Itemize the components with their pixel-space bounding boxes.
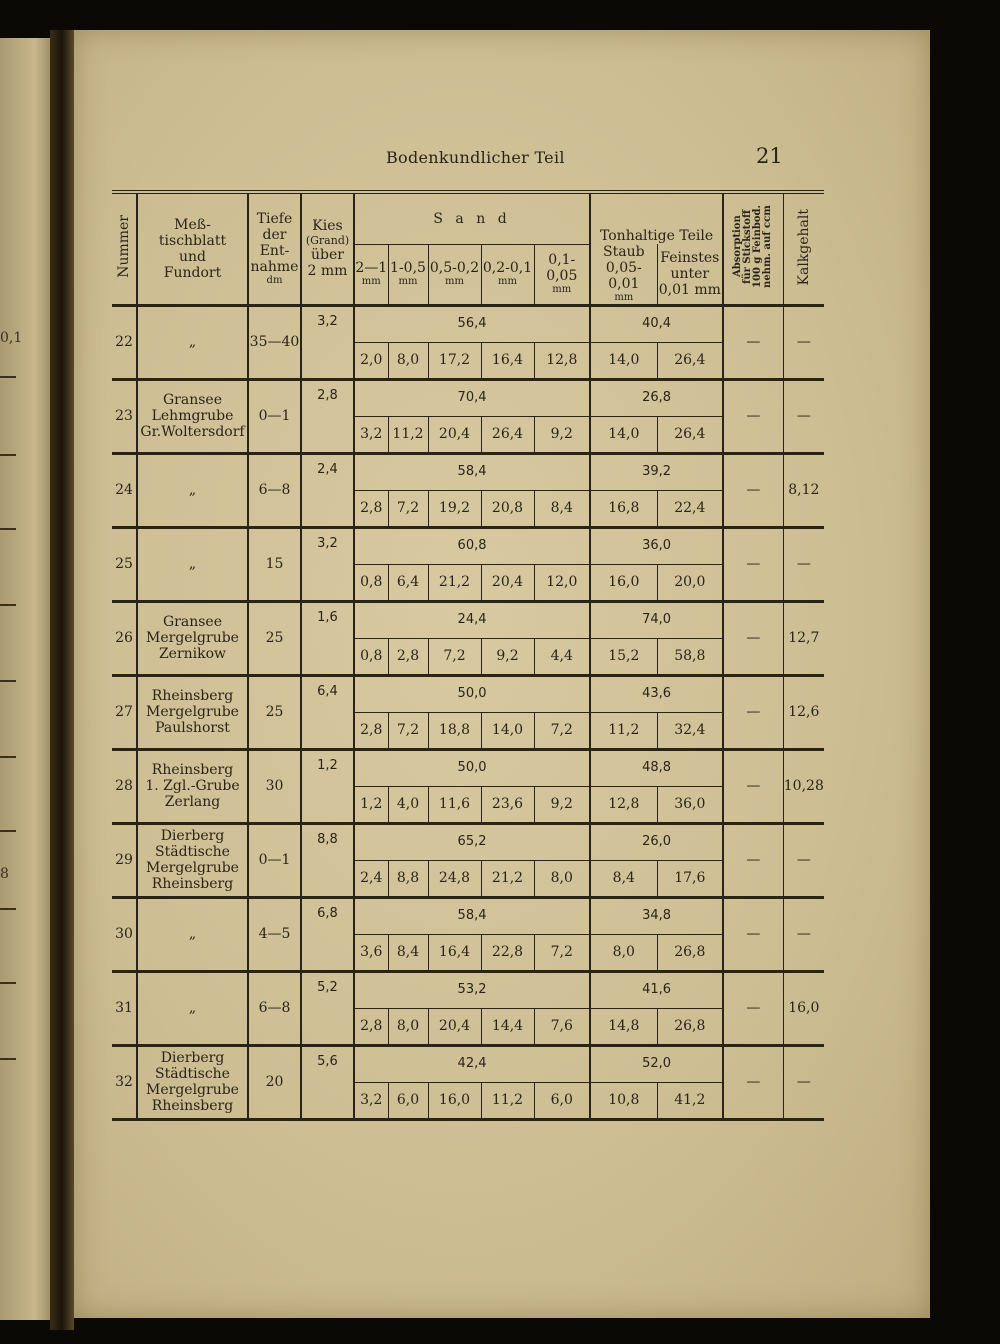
page-number: 21 [756,144,783,168]
cell-absorption: — [723,453,783,527]
fundort-line: Städtische [155,844,230,861]
cell-sand-fraction: 8,4 [534,490,590,527]
cell-sand-fraction: 9,2 [481,638,534,675]
left-page-edge [0,38,50,1320]
cell-sand-total: 60,8 [354,527,590,564]
cell-ton-total: 74,0 [590,601,723,638]
fundort-line: Mergelgrube [146,630,239,647]
fundort-line: Mergelgrube [146,704,239,721]
cell-staub: 8,4 [590,860,657,897]
cell-feinstes: 26,8 [657,1008,723,1045]
fundort-line: „ [188,556,197,573]
cell-feinstes: 22,4 [657,490,723,527]
cell-sand-fraction: 3,6 [354,934,388,971]
cell-absorption: — [723,971,783,1045]
running-head: Bodenkundlicher Teil [386,148,565,167]
cell-staub: 11,2 [590,712,657,749]
header-sand: S a n d [354,192,590,244]
cell-staub: 14,8 [590,1008,657,1045]
cell-sand-fraction: 0,8 [354,638,388,675]
cell-kalkgehalt: — [783,897,824,971]
cell-fundort [137,749,248,823]
table-row [112,379,824,416]
cell-absorption: — [723,823,783,897]
header-tonhaltige-teile: Tonhaltige Teile [590,192,723,244]
fundort-line: „ [188,926,197,943]
cell-feinstes: 26,4 [657,342,723,379]
cell-nummer: 29 [112,823,137,897]
cell-sand-fraction: 14,4 [481,1008,534,1045]
cell-feinstes: 26,4 [657,416,723,453]
cell-sand-fraction: 26,4 [481,416,534,453]
cell-staub: 8,0 [590,934,657,971]
cell-kies: 2,8 [301,379,354,453]
cell-kalkgehalt: 12,7 [783,601,824,675]
cell-feinstes: 20,0 [657,564,723,601]
cell-sand-fraction: 8,4 [388,934,428,971]
cell-sand-fraction: 2,8 [354,490,388,527]
cell-sand-fraction: 7,2 [534,712,590,749]
cell-fundort [137,379,248,453]
cell-feinstes: 58,8 [657,638,723,675]
left-page-rule [0,680,16,682]
cell-kalkgehalt: 16,0 [783,971,824,1045]
cell-sand-fraction: 16,4 [481,342,534,379]
cell-sand-fraction: 2,4 [354,860,388,897]
cell-sand-total: 53,2 [354,971,590,1008]
cell-staub: 10,8 [590,1082,657,1119]
cell-sand-fraction: 1,2 [354,786,388,823]
left-page-rule [0,1058,16,1060]
fundort-line: „ [188,1000,197,1017]
cell-kies: 3,2 [301,527,354,601]
cell-sand-total: 70,4 [354,379,590,416]
cell-sand-fraction: 2,8 [388,638,428,675]
cell-sand-fraction: 14,0 [481,712,534,749]
book-gutter [50,30,74,1330]
header-sand-05-02: 0,5-0,2 mm [428,244,481,305]
table-row [112,305,824,342]
table-row [112,527,824,564]
cell-sand-fraction: 8,8 [388,860,428,897]
cell-tiefe: 6—8 [248,453,301,527]
cell-tiefe: 6—8 [248,971,301,1045]
cell-sand-fraction: 12,8 [534,342,590,379]
cell-fundort [137,971,248,1045]
cell-nummer: 28 [112,749,137,823]
fundort-line: Rheinsberg [151,762,234,779]
cell-kalkgehalt: — [783,823,824,897]
cell-sand-total: 65,2 [354,823,590,860]
cell-sand-fraction: 17,2 [428,342,481,379]
left-page-rule [0,830,16,832]
cell-kies: 8,8 [301,823,354,897]
cell-sand-fraction: 7,6 [534,1008,590,1045]
left-page-rule [0,454,16,456]
cell-sand-total: 50,0 [354,749,590,786]
cell-nummer: 27 [112,675,137,749]
cell-sand-fraction: 19,2 [428,490,481,527]
cell-ton-total: 41,6 [590,971,723,1008]
cell-ton-total: 36,0 [590,527,723,564]
cell-staub: 12,8 [590,786,657,823]
cell-absorption: — [723,305,783,379]
header-tiefe: Tiefe der Ent- nahme dm [248,192,301,305]
cell-ton-total: 43,6 [590,675,723,712]
cell-sand-fraction: 7,2 [428,638,481,675]
cell-kies: 1,6 [301,601,354,675]
cell-feinstes: 26,8 [657,934,723,971]
cell-ton-total: 26,8 [590,379,723,416]
fundort-line: Paulshorst [155,720,230,737]
cell-nummer: 26 [112,601,137,675]
cell-fundort [137,1045,248,1119]
left-page-rule [0,756,16,758]
fundort-line: Dierberg [160,1050,225,1067]
cell-tiefe: 30 [248,749,301,823]
table-row [112,453,824,490]
fundort-line: Zerlang [164,794,221,811]
cell-staub: 14,0 [590,342,657,379]
cell-ton-total: 52,0 [590,1045,723,1082]
cell-fundort [137,527,248,601]
cell-nummer: 32 [112,1045,137,1119]
cell-absorption: — [723,601,783,675]
cell-sand-fraction: 20,4 [481,564,534,601]
cell-sand-fraction: 3,2 [354,416,388,453]
fundort-line: Mergelgrube [146,860,239,877]
cell-kies: 5,2 [301,971,354,1045]
fundort-line: Dierberg [160,828,225,845]
cell-sand-fraction: 6,0 [388,1082,428,1119]
cell-sand-total: 56,4 [354,305,590,342]
cell-sand-total: 42,4 [354,1045,590,1082]
cell-kies: 1,2 [301,749,354,823]
cell-sand-total: 58,4 [354,453,590,490]
table-row [112,823,824,860]
cell-sand-fraction: 6,4 [388,564,428,601]
cell-sand-fraction: 4,0 [388,786,428,823]
cell-feinstes: 32,4 [657,712,723,749]
cell-kalkgehalt: 10,28 [783,749,824,823]
cell-fundort [137,675,248,749]
table-row [112,675,824,712]
cell-ton-total: 26,0 [590,823,723,860]
cell-tiefe: 20 [248,1045,301,1119]
left-page-fragment: 0,1 [0,330,23,346]
cell-fundort [137,305,248,379]
header-sand-1-05: 1-0,5 mm [388,244,428,305]
cell-tiefe: 25 [248,601,301,675]
cell-sand-fraction: 8,0 [534,860,590,897]
fundort-line: 1. Zgl.-Grube [145,778,240,795]
cell-nummer: 22 [112,305,137,379]
header-staub: Staub 0,05-0,01 mm [590,244,657,305]
cell-fundort [137,601,248,675]
cell-kalkgehalt: — [783,527,824,601]
cell-ton-total: 48,8 [590,749,723,786]
cell-tiefe: 15 [248,527,301,601]
cell-sand-fraction: 2,0 [354,342,388,379]
cell-feinstes: 41,2 [657,1082,723,1119]
cell-sand-total: 58,4 [354,897,590,934]
cell-kies: 6,4 [301,675,354,749]
cell-absorption: — [723,675,783,749]
cell-sand-fraction: 8,0 [388,1008,428,1045]
cell-nummer: 24 [112,453,137,527]
cell-sand-fraction: 6,0 [534,1082,590,1119]
cell-sand-fraction: 11,6 [428,786,481,823]
cell-sand-fraction: 11,2 [481,1082,534,1119]
cell-sand-fraction: 7,2 [388,712,428,749]
cell-kalkgehalt: — [783,305,824,379]
cell-staub: 15,2 [590,638,657,675]
cell-sand-fraction: 20,8 [481,490,534,527]
cell-sand-fraction: 22,8 [481,934,534,971]
fundort-line: Lehmgrube [151,408,234,425]
cell-sand-fraction: 16,4 [428,934,481,971]
fundort-line: Rheinsberg [151,876,234,893]
cell-sand-fraction: 11,2 [388,416,428,453]
left-page-rule [0,908,16,910]
cell-sand-fraction: 12,0 [534,564,590,601]
cell-staub: 16,0 [590,564,657,601]
cell-ton-total: 34,8 [590,897,723,934]
cell-sand-fraction: 0,8 [354,564,388,601]
fundort-line: „ [188,334,197,351]
left-page-fragment: 8 [0,866,9,882]
cell-feinstes: 36,0 [657,786,723,823]
cell-ton-total: 39,2 [590,453,723,490]
cell-sand-fraction: 16,0 [428,1082,481,1119]
cell-tiefe: 25 [248,675,301,749]
table-row [112,1045,824,1082]
cell-sand-fraction: 3,2 [354,1082,388,1119]
fundort-line: Mergelgrube [146,1082,239,1099]
cell-tiefe: 0—1 [248,379,301,453]
cell-staub: 16,8 [590,490,657,527]
cell-sand-fraction: 21,2 [481,860,534,897]
cell-kalkgehalt: — [783,1045,824,1119]
cell-sand-fraction: 4,4 [534,638,590,675]
cell-sand-total: 50,0 [354,675,590,712]
cell-tiefe: 4—5 [248,897,301,971]
fundort-line: Rheinsberg [151,688,234,705]
cell-nummer: 23 [112,379,137,453]
cell-kalkgehalt: 8,12 [783,453,824,527]
cell-nummer: 31 [112,971,137,1045]
table-row [112,601,824,638]
cell-kalkgehalt: — [783,379,824,453]
table-row [112,971,824,1008]
cell-sand-fraction: 23,6 [481,786,534,823]
cell-kies: 3,2 [301,305,354,379]
cell-absorption: — [723,379,783,453]
header-kies: Kies (Grand) über 2 mm [301,192,354,305]
cell-staub: 14,0 [590,416,657,453]
cell-sand-fraction: 7,2 [534,934,590,971]
cell-nummer: 25 [112,527,137,601]
header-nummer: Nummer [112,192,137,305]
header-feinstes: Feinstes unter 0,01 mm [657,244,723,305]
cell-sand-fraction: 18,8 [428,712,481,749]
cell-ton-total: 40,4 [590,305,723,342]
cell-sand-fraction: 20,4 [428,416,481,453]
cell-absorption: — [723,749,783,823]
fundort-line: Gransee [163,614,222,631]
header-sand-2-1: 2—1 mm [354,244,388,305]
cell-sand-fraction: 2,8 [354,1008,388,1045]
left-page-rule [0,528,16,530]
fundort-line: „ [188,482,197,499]
fundort-line: Rheinsberg [151,1098,234,1115]
cell-sand-fraction: 20,4 [428,1008,481,1045]
fundort-line: Gransee [163,392,222,409]
cell-tiefe: 0—1 [248,823,301,897]
cell-sand-fraction: 24,8 [428,860,481,897]
header-kalkgehalt: Kalkgehalt [783,192,824,305]
left-page-rule [0,376,16,378]
cell-sand-fraction: 8,0 [388,342,428,379]
cell-sand-fraction: 9,2 [534,786,590,823]
fundort-line: Zernikow [158,646,227,663]
left-page-rule [0,982,16,984]
header-sand-02-01: 0,2-0,1 mm [481,244,534,305]
cell-sand-fraction: 7,2 [388,490,428,527]
table-row [112,749,824,786]
cell-nummer: 30 [112,897,137,971]
cell-fundort [137,897,248,971]
cell-absorption: — [723,1045,783,1119]
cell-sand-fraction: 21,2 [428,564,481,601]
table-row [112,897,824,934]
cell-absorption: — [723,527,783,601]
cell-sand-total: 24,4 [354,601,590,638]
cell-kalkgehalt: 12,6 [783,675,824,749]
cell-fundort [137,823,248,897]
cell-feinstes: 17,6 [657,860,723,897]
cell-kies: 5,6 [301,1045,354,1119]
header-messtischblatt: Meß- tischblatt und Fundort [137,192,248,305]
cell-sand-fraction: 9,2 [534,416,590,453]
left-page-rule [0,604,16,606]
header-absorption: Absorption für Stickstoff 100 g Feinbod. nehm. auf ccm [723,192,783,305]
cell-tiefe: 35—40 [248,305,301,379]
cell-kies: 6,8 [301,897,354,971]
soil-analysis-table [112,190,824,1121]
cell-absorption: — [723,897,783,971]
cell-kies: 2,4 [301,453,354,527]
cell-fundort [137,453,248,527]
header-sand-01-005: 0,1-0,05 mm [534,244,590,305]
cell-sand-fraction: 2,8 [354,712,388,749]
fundort-line: Städtische [155,1066,230,1083]
fundort-line: Gr.Woltersdorf [140,424,245,441]
